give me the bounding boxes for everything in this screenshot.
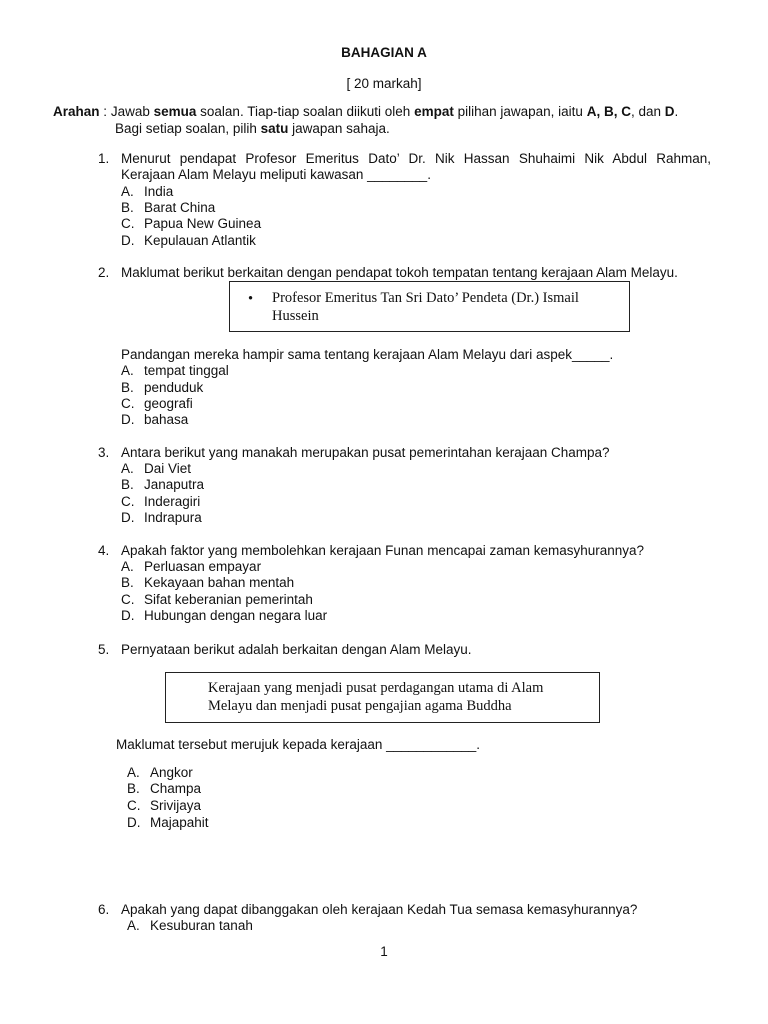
question-number: 3. xyxy=(98,445,110,460)
question-stem: Pernyataan berikut adalah berkaitan dengan Alam Melayu. xyxy=(121,642,472,657)
bullet-icon: • xyxy=(248,291,254,307)
instructions-line-2: Bagi setiap soalan, pilih satu jawapan sahaja. xyxy=(115,121,390,136)
question-stem-cont: Kerajaan Alam Melayu meliputi kawasan ________. xyxy=(121,167,431,182)
question-stem: Apakah faktor yang membolehkan kerajaan Funan mencapai zaman kemasyhurannya? xyxy=(121,543,645,558)
instructions-line-1: Arahan : Jawab semua soalan. Tiap-tiap soalan diikuti oleh empat pilihan jawapan, iaitu A, B, C, dan D. xyxy=(53,104,679,119)
info-box: Kerajaan yang menjadi pusat perdagangan utama di Alam Melayu dan menjadi pusat pengajian agama Buddha xyxy=(165,672,600,723)
question-stem: Apakah yang dapat dibanggakan oleh kerajaan Kedah Tua semasa kemasyhurannya? xyxy=(121,902,638,917)
question-number: 5. xyxy=(98,642,110,657)
question-number: 6. xyxy=(98,902,110,917)
question-number: 1. xyxy=(98,151,110,166)
section-title: BAHAGIAN A xyxy=(341,45,427,60)
question-number: 2. xyxy=(98,265,110,280)
question-stem: Maklumat berikut berkaitan dengan pendapat tokoh tempatan tentang kerajaan Alam Melayu. xyxy=(121,265,678,280)
page-number: 1 xyxy=(380,944,388,959)
question-stem: Antara berikut yang manakah merupakan pusat pemerintahan kerajaan Champa? xyxy=(121,445,610,460)
instructions-label: Arahan xyxy=(53,104,100,119)
question-stem-after: Maklumat tersebut merujuk kepada kerajaan ____________. xyxy=(116,737,480,752)
question-number: 4. xyxy=(98,543,110,558)
question-stem-after: Pandangan mereka hampir sama tentang kerajaan Alam Melayu dari aspek_____. xyxy=(121,347,614,362)
info-box: • Profesor Emeritus Tan Sri Dato’ Pendeta (Dr.) Ismail Hussein xyxy=(229,281,630,332)
question-stem: Menurut pendapat Profesor Emeritus Dato’ Dr. Nik Hassan Shuhaimi Nik Abdul Rahman, xyxy=(121,151,711,166)
section-marks: [ 20 markah] xyxy=(346,76,422,91)
